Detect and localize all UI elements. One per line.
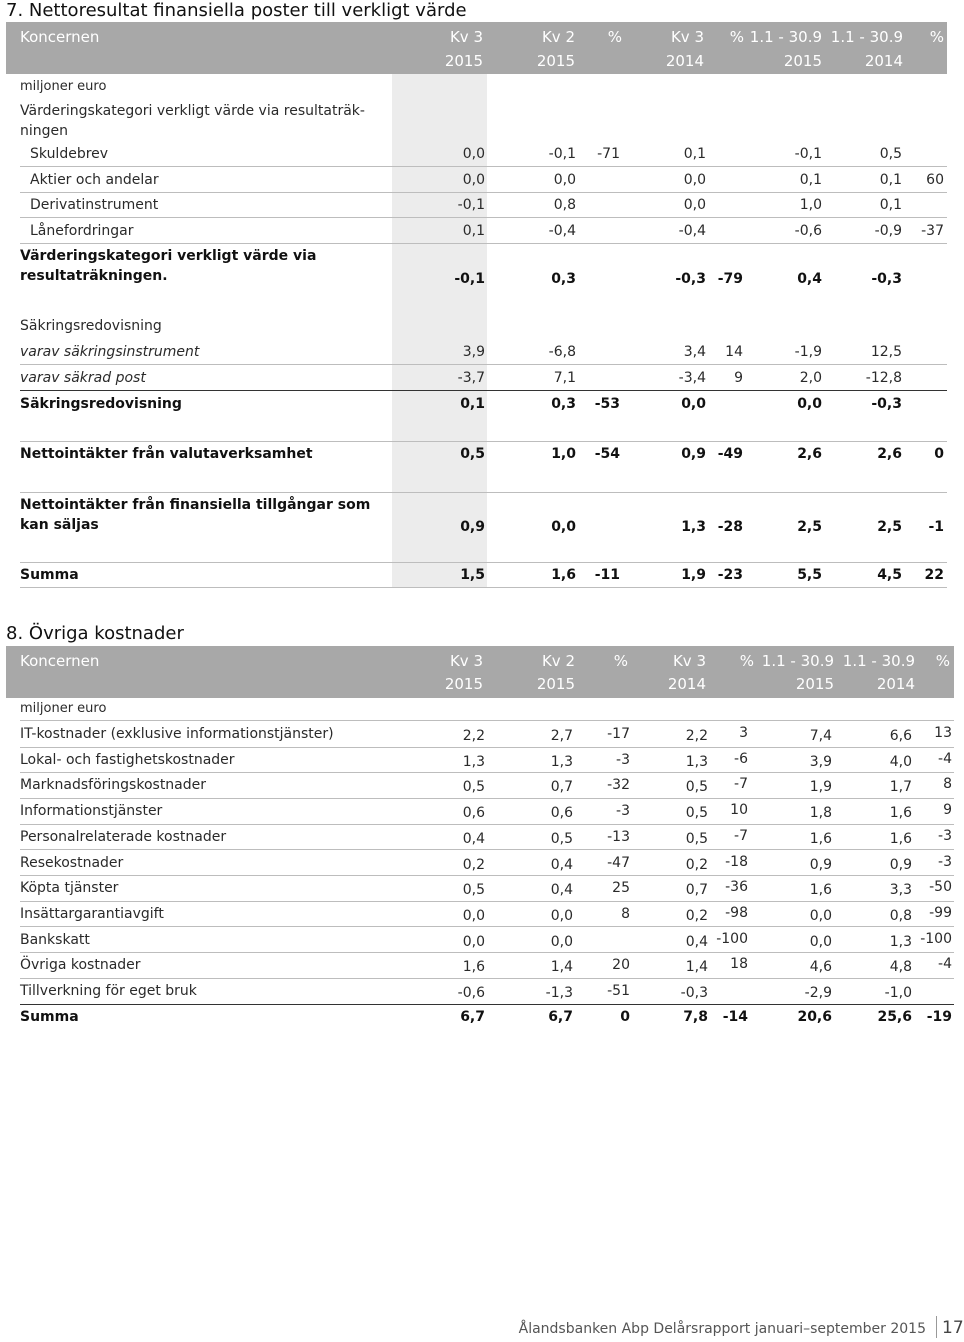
cell-value: -0,3 bbox=[871, 396, 902, 412]
cell-value: 0,0 bbox=[809, 907, 832, 924]
row-label: Informationstjänster bbox=[20, 803, 163, 820]
cell-value: -13 bbox=[607, 828, 630, 845]
cell-value: 2,5 bbox=[877, 519, 902, 535]
col-kv3-2015-l2: 2015 bbox=[444, 52, 483, 70]
col-pct-3: % bbox=[935, 652, 950, 670]
cell-value: -98 bbox=[725, 904, 748, 921]
cell-value: -0,3 bbox=[680, 985, 708, 1001]
cell-value: -49 bbox=[717, 446, 743, 462]
cell-value: 1,3 bbox=[685, 753, 708, 770]
row-divider bbox=[20, 720, 954, 721]
cell-value: -37 bbox=[921, 223, 944, 239]
cell-value: -36 bbox=[725, 879, 748, 896]
row-label: Värderingskategori verkligt värde via resultaträkningen. bbox=[20, 248, 317, 284]
cell-value: -79 bbox=[717, 271, 743, 287]
cell-value: 3,9 bbox=[809, 753, 832, 770]
row-label: varav säkringsinstrument bbox=[20, 344, 200, 360]
cell-value: -4 bbox=[938, 956, 952, 973]
col-ytd-2014-l2: 2014 bbox=[864, 52, 903, 70]
cell-value: 0,4 bbox=[797, 271, 822, 287]
col-kv2-2015-l1: Kv 2 bbox=[541, 28, 575, 46]
col-pct-3: % bbox=[929, 28, 944, 46]
cell-value: 0,0 bbox=[462, 172, 485, 188]
cell-value: 0,5 bbox=[550, 830, 573, 847]
cell-value: 6,7 bbox=[548, 1008, 573, 1025]
col-ytd-2015-l2: 2015 bbox=[795, 675, 834, 693]
cell-value: 0,0 bbox=[809, 933, 832, 950]
cell-value: 0,0 bbox=[551, 519, 576, 535]
row-divider bbox=[20, 587, 947, 588]
cell-value: 0,2 bbox=[462, 856, 485, 873]
cell-value: 0,9 bbox=[889, 856, 912, 873]
row-label: Nettointäkter från finansiella tillgångar som kan säljas bbox=[20, 497, 371, 533]
cell-value: 4,0 bbox=[889, 753, 912, 770]
cell-value: 0,4 bbox=[550, 856, 573, 873]
cell-value: 4,8 bbox=[889, 959, 912, 976]
cell-value: 5,5 bbox=[797, 567, 822, 583]
header-label: Koncernen bbox=[20, 652, 100, 670]
category-heading: Värderingskategori verkligt värde via resultaträk-ningen bbox=[20, 103, 365, 139]
col-ytd-2014-l1: 1.1 - 30.9 bbox=[842, 652, 915, 670]
col-kv3-2014-l1: Kv 3 bbox=[670, 28, 704, 46]
cell-value: -32 bbox=[607, 777, 630, 794]
cell-value: 0,1 bbox=[879, 197, 902, 213]
cell-value: 2,2 bbox=[685, 728, 708, 744]
cell-value: -14 bbox=[722, 1008, 748, 1025]
cell-value: 0,0 bbox=[681, 396, 706, 412]
cell-value: 1,3 bbox=[550, 753, 573, 770]
cell-value: 1,5 bbox=[460, 567, 485, 583]
row-divider bbox=[20, 192, 947, 193]
col-kv2-2015-l1: Kv 2 bbox=[541, 652, 575, 670]
col-kv3-2015-l2: 2015 bbox=[444, 675, 483, 693]
page-number: 17 bbox=[942, 1318, 964, 1338]
cell-value: 0,8 bbox=[553, 197, 576, 213]
cell-value: 0,4 bbox=[462, 830, 485, 847]
cell-value: -1,3 bbox=[545, 985, 573, 1001]
row-label: Säkringsredovisning bbox=[20, 396, 182, 412]
cell-value: 14 bbox=[725, 344, 743, 360]
cell-value: 0,1 bbox=[460, 396, 485, 412]
cell-value: -17 bbox=[607, 726, 630, 742]
cell-value: 6,7 bbox=[460, 1008, 485, 1025]
cell-value: -0,4 bbox=[678, 223, 706, 239]
cell-value: 0,2 bbox=[685, 907, 708, 924]
unit-label: miljoner euro bbox=[20, 79, 107, 94]
cell-value: 0,0 bbox=[462, 146, 485, 162]
cell-value: 1,8 bbox=[809, 805, 832, 822]
cell-value: 10 bbox=[730, 802, 748, 819]
cell-value: -3 bbox=[938, 827, 952, 844]
header-label: Koncernen bbox=[20, 28, 100, 46]
cell-value: 0,5 bbox=[462, 882, 485, 899]
cell-value: -100 bbox=[716, 930, 748, 947]
cell-value: -28 bbox=[717, 519, 743, 535]
cell-value: -1,0 bbox=[884, 985, 912, 1001]
cell-value: 1,0 bbox=[551, 446, 576, 462]
cell-value: 8 bbox=[943, 776, 952, 793]
cell-value: -100 bbox=[920, 930, 952, 947]
cell-value: 0 bbox=[934, 446, 944, 462]
cell-value: 1,4 bbox=[685, 959, 708, 976]
row-divider bbox=[20, 747, 954, 748]
cell-value: 2,5 bbox=[797, 519, 822, 535]
row-divider bbox=[20, 441, 947, 442]
cell-value: 8 bbox=[621, 905, 630, 922]
cell-value: 7,8 bbox=[683, 1008, 708, 1025]
cell-value: 0,6 bbox=[550, 805, 573, 822]
cell-value: 0,4 bbox=[685, 933, 708, 950]
cell-value: -23 bbox=[717, 567, 743, 583]
cell-value: -3,7 bbox=[457, 370, 485, 386]
cell-value: -1,9 bbox=[794, 344, 822, 360]
cell-value: -54 bbox=[594, 446, 620, 462]
row-label: Tillverkning för eget bruk bbox=[20, 983, 197, 999]
cell-value: 3,3 bbox=[889, 882, 912, 899]
cell-value: 0,9 bbox=[460, 519, 485, 535]
cell-value: 0,5 bbox=[460, 446, 485, 462]
col-ytd-2015-l1: 1.1 - 30.9 bbox=[749, 28, 822, 46]
cell-value: -12,8 bbox=[865, 370, 902, 386]
row-label: Skuldebrev bbox=[30, 146, 109, 162]
cell-value: 1,6 bbox=[462, 959, 485, 976]
row-label: IT-kostnader (exklusive informationstjänster) bbox=[20, 726, 334, 742]
cell-value: -0,1 bbox=[454, 271, 485, 287]
cell-value: 2,7 bbox=[550, 728, 573, 744]
cell-value: 0,0 bbox=[683, 197, 706, 213]
cell-value: 0,9 bbox=[809, 856, 832, 873]
cell-value: 20 bbox=[612, 957, 630, 974]
cell-value: 0,0 bbox=[553, 172, 576, 188]
row-label: varav säkrad post bbox=[20, 370, 146, 386]
cell-value: 7,1 bbox=[553, 370, 576, 386]
cell-value: 0,0 bbox=[462, 933, 485, 950]
cell-value: 0,0 bbox=[550, 907, 573, 924]
row-label: Säkringsredovisning bbox=[20, 318, 162, 334]
cell-value: 1,3 bbox=[889, 933, 912, 950]
cell-value: 0,2 bbox=[685, 856, 708, 873]
cell-value: 2,6 bbox=[877, 446, 902, 462]
col-ytd-2015-l1: 1.1 - 30.9 bbox=[761, 652, 834, 670]
row-label: Aktier och andelar bbox=[30, 172, 159, 188]
cell-value: 1,3 bbox=[681, 519, 706, 535]
row-label: Övriga kostnader bbox=[20, 957, 141, 974]
row-divider bbox=[20, 926, 954, 927]
row-divider bbox=[20, 166, 947, 167]
cell-value: -0,6 bbox=[457, 985, 485, 1001]
cell-value: 22 bbox=[924, 567, 944, 583]
row-divider bbox=[20, 772, 954, 773]
cell-value: -0,3 bbox=[871, 271, 902, 287]
cell-value: 0,5 bbox=[685, 779, 708, 796]
cell-value: -0,1 bbox=[794, 146, 822, 162]
row-divider bbox=[20, 952, 954, 953]
cell-value: -0,9 bbox=[874, 223, 902, 239]
cell-value: 0,0 bbox=[797, 396, 822, 412]
cell-value: 0,1 bbox=[879, 172, 902, 188]
cell-value: -3,4 bbox=[678, 370, 706, 386]
row-divider bbox=[20, 390, 947, 391]
row-label: Bankskatt bbox=[20, 931, 90, 948]
cell-value: -6,8 bbox=[548, 344, 576, 360]
cell-value: -2,9 bbox=[804, 985, 832, 1001]
cell-value: 1,9 bbox=[681, 567, 706, 583]
cell-value: 60 bbox=[926, 172, 944, 188]
row-divider bbox=[20, 901, 954, 902]
cell-value: -47 bbox=[607, 854, 630, 871]
col-kv3-2014-l1: Kv 3 bbox=[672, 652, 706, 670]
cell-value: 0,7 bbox=[685, 882, 708, 899]
cell-value: 1,3 bbox=[462, 753, 485, 770]
cell-value: 2,0 bbox=[799, 370, 822, 386]
cell-value: 3,4 bbox=[683, 344, 706, 360]
col-pct-2: % bbox=[729, 28, 744, 46]
row-divider bbox=[20, 562, 947, 563]
col-pct-2: % bbox=[739, 652, 754, 670]
cell-value: -3 bbox=[616, 803, 630, 820]
cell-value: 3 bbox=[739, 725, 748, 741]
cell-value: 1,6 bbox=[809, 882, 832, 899]
cell-value: 4,6 bbox=[809, 959, 832, 976]
section-7-title: 7. Nettoresultat finansiella poster till verkligt värde bbox=[6, 0, 467, 21]
row-divider bbox=[20, 849, 954, 850]
cell-value: -7 bbox=[734, 776, 748, 793]
cell-value: -18 bbox=[725, 853, 748, 870]
cell-value: 3,9 bbox=[462, 344, 485, 360]
cell-value: 18 bbox=[730, 956, 748, 973]
row-divider bbox=[20, 364, 947, 365]
col-ytd-2014-l1: 1.1 - 30.9 bbox=[830, 28, 903, 46]
cell-value: -3 bbox=[938, 853, 952, 870]
row-label: Nettointäkter från valutaverksamhet bbox=[20, 446, 313, 462]
row-divider bbox=[20, 978, 954, 979]
cell-value: -4 bbox=[938, 750, 952, 767]
row-label: Insättargarantiavgift bbox=[20, 905, 164, 922]
row-label: Marknadsföringskostnader bbox=[20, 777, 207, 794]
row-label: Personalrelaterade kostnader bbox=[20, 828, 227, 845]
cell-value: -0,4 bbox=[548, 223, 576, 239]
cell-value: -53 bbox=[594, 396, 620, 412]
cell-value: 0,6 bbox=[462, 805, 485, 822]
row-label: Summa bbox=[20, 1008, 79, 1025]
cell-value: -71 bbox=[597, 146, 620, 162]
cell-value: 0,5 bbox=[462, 779, 485, 796]
col-kv2-2015-l2: 2015 bbox=[536, 52, 575, 70]
cell-value: 0,0 bbox=[462, 907, 485, 924]
cell-value: -0,6 bbox=[794, 223, 822, 239]
cell-value: 0,8 bbox=[889, 907, 912, 924]
cell-value: 1,0 bbox=[799, 197, 822, 213]
cell-value: 20,6 bbox=[797, 1008, 832, 1025]
row-label: Lokal- och fastighetskostnader bbox=[20, 751, 235, 768]
col-kv3-2014-l2: 2014 bbox=[665, 52, 704, 70]
cell-value: 0,1 bbox=[799, 172, 822, 188]
col-pct-1: % bbox=[613, 652, 628, 670]
cell-value: 1,6 bbox=[889, 805, 912, 822]
cell-value: -7 bbox=[734, 827, 748, 844]
cell-value: 1,6 bbox=[551, 567, 576, 583]
row-label: Derivatinstrument bbox=[30, 197, 159, 213]
cell-value: 0,5 bbox=[879, 146, 902, 162]
cell-value: 2,2 bbox=[462, 728, 485, 744]
cell-value: -51 bbox=[607, 983, 630, 999]
col-kv2-2015-l2: 2015 bbox=[536, 675, 575, 693]
cell-value: 0,0 bbox=[683, 172, 706, 188]
cell-value: 0 bbox=[620, 1008, 630, 1025]
cell-value: -1 bbox=[928, 519, 944, 535]
row-label: Köpta tjänster bbox=[20, 880, 119, 897]
cell-value: 1,4 bbox=[550, 959, 573, 976]
cell-value: -0,1 bbox=[457, 197, 485, 213]
cell-value: 6,6 bbox=[889, 728, 912, 744]
cell-value: 1,9 bbox=[809, 779, 832, 796]
row-divider bbox=[20, 1004, 954, 1005]
cell-value: 0,4 bbox=[550, 882, 573, 899]
cell-value: 12,5 bbox=[870, 344, 902, 360]
row-label: Resekostnader bbox=[20, 854, 124, 871]
footer-divider bbox=[936, 1316, 937, 1338]
row-divider bbox=[20, 798, 954, 799]
row-label: Summa bbox=[20, 567, 79, 583]
cell-value: 7,4 bbox=[809, 728, 832, 744]
col-ytd-2015-l2: 2015 bbox=[783, 52, 822, 70]
cell-value: -6 bbox=[734, 750, 748, 767]
row-label: Lånefordringar bbox=[30, 223, 134, 239]
row-divider bbox=[20, 875, 954, 876]
col-pct-1: % bbox=[607, 28, 622, 46]
cell-value: 1,6 bbox=[889, 830, 912, 847]
cell-value: 0,7 bbox=[550, 779, 573, 796]
cell-value: 0,9 bbox=[681, 446, 706, 462]
col-kv3-2015-l1: Kv 3 bbox=[449, 652, 483, 670]
cell-value: -50 bbox=[929, 879, 952, 896]
cell-value: 0,5 bbox=[685, 805, 708, 822]
cell-value: 0,5 bbox=[685, 830, 708, 847]
cell-value: 0,1 bbox=[683, 146, 706, 162]
cell-value: 1,6 bbox=[809, 830, 832, 847]
cell-value: 0,0 bbox=[550, 933, 573, 950]
cell-value: -99 bbox=[929, 904, 952, 921]
cell-value: 25,6 bbox=[877, 1008, 912, 1025]
cell-value: 25 bbox=[612, 880, 630, 897]
cell-value: 13 bbox=[934, 725, 952, 741]
cell-value: 0,3 bbox=[551, 271, 576, 287]
col-ytd-2014-l2: 2014 bbox=[876, 675, 915, 693]
cell-value: 0,1 bbox=[462, 223, 485, 239]
cell-value: 2,6 bbox=[797, 446, 822, 462]
cell-value: 4,5 bbox=[877, 567, 902, 583]
cell-value: -19 bbox=[926, 1008, 952, 1025]
cell-value: -0,1 bbox=[548, 146, 576, 162]
cell-value: 9 bbox=[943, 802, 952, 819]
row-divider bbox=[20, 492, 947, 493]
cell-value: -3 bbox=[616, 751, 630, 768]
row-divider bbox=[20, 217, 947, 218]
col-kv3-2015-l1: Kv 3 bbox=[449, 28, 483, 46]
section-8-title: 8. Övriga kostnader bbox=[6, 623, 184, 644]
unit-label: miljoner euro bbox=[20, 701, 107, 716]
cell-value: -11 bbox=[594, 567, 620, 583]
row-divider bbox=[20, 243, 947, 244]
cell-value: 9 bbox=[734, 370, 743, 386]
cell-value: 1,7 bbox=[889, 779, 912, 796]
cell-value: 0,3 bbox=[551, 396, 576, 412]
row-divider bbox=[20, 824, 954, 825]
col-kv3-2014-l2: 2014 bbox=[667, 675, 706, 693]
cell-value: -0,3 bbox=[675, 271, 706, 287]
footer-text: Ålandsbanken Abp Delårsrapport januari–september 2015 bbox=[518, 1321, 926, 1337]
